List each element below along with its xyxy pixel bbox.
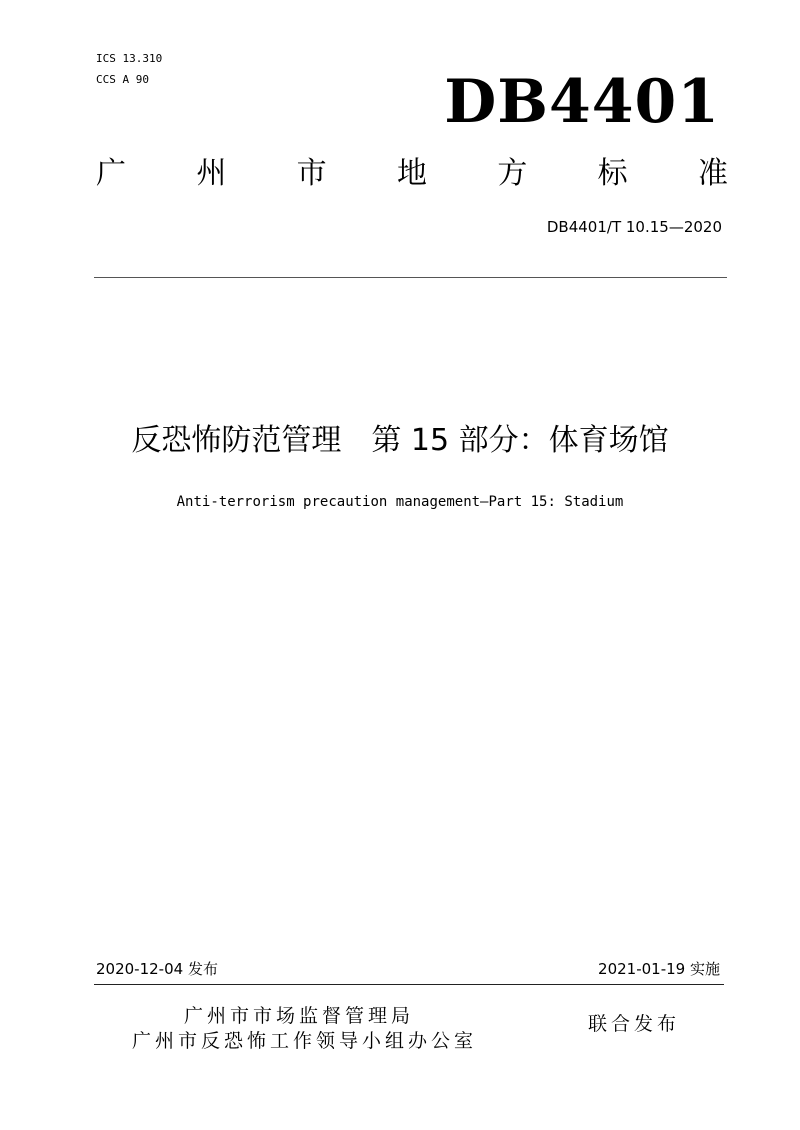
ccs-code: CCS A 90	[96, 73, 149, 86]
document-title-english: Anti-terrorism precaution management—Part 15: Stadium	[176, 494, 624, 510]
standard-type-char: 市	[296, 156, 327, 191]
header-divider	[94, 277, 727, 278]
ics-code: ICS 13.310	[96, 52, 163, 65]
standard-type-char: 准	[697, 156, 728, 191]
standard-type-char: 地	[396, 156, 427, 191]
standard-number: DB4401/T 10.15—2020	[546, 218, 722, 236]
issue-date: 2020-12-04 发布	[96, 960, 218, 978]
issuer-name: 广州市反恐怖工作领导小组办公室	[132, 1030, 478, 1052]
standard-code: DB4401	[444, 67, 720, 137]
standard-type-char: 方	[497, 156, 528, 191]
document-title-chinese: 反恐怖防范管理 第 15 部分：体育场馆	[131, 423, 669, 458]
standard-type-char: 广	[96, 156, 126, 191]
standard-type-char: 标	[597, 156, 628, 191]
issuer-name: 广州市市场监督管理局	[184, 1005, 415, 1027]
standard-type	[96, 152, 728, 196]
implementation-date: 2021-01-19 实施	[598, 960, 720, 978]
joint-release-label: 联合发布	[588, 1013, 681, 1035]
standard-type-char: 州	[196, 156, 227, 191]
footer-divider	[94, 984, 724, 985]
